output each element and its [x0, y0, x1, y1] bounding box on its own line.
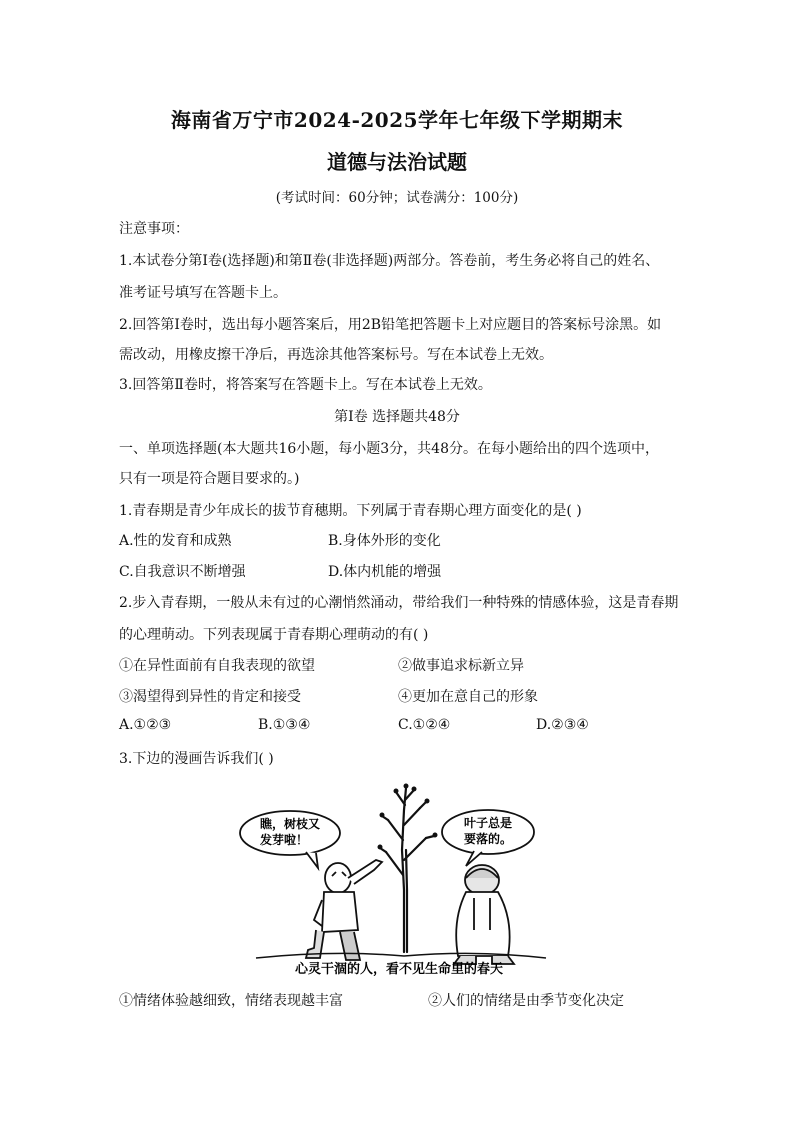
note-2-line-1: 2.回答第Ⅰ卷时，选出每小题答案后，用2B铅笔把答题卡上对应题目的答案标号涂黑。如: [119, 317, 662, 333]
note-1-line-1: 1.本试卷分第Ⅰ卷(选择题)和第Ⅱ卷(非选择题)两部分。答卷前，考生务必将自己的姓名、: [119, 253, 660, 269]
left-bubble-line-2: 发芽啦！: [259, 833, 309, 847]
q2-statement-3: ③渴望得到异性的肯定和接受: [119, 689, 301, 705]
q1-stem: 1.青春期是青少年成长的拔节育穗期。下列属于青春期心理方面变化的是( ): [119, 503, 582, 519]
section-instructions-line-1: 一、单项选择题(本大题共16小题，每小题3分，共48分。在每小题给出的四个选项中，: [119, 441, 659, 457]
q2-option-c: C.①②④: [398, 717, 451, 733]
tree: [380, 788, 434, 952]
exam-subject: 道德与法治试题: [327, 150, 467, 174]
q1-option-b: B.身体外形的变化: [328, 533, 441, 549]
q2-statement-4: ④更加在意自己的形象: [398, 689, 538, 705]
cartoon-caption: 心灵干涸的人，看不见生命里的春天: [294, 962, 504, 976]
cartoon-illustration: [236, 780, 562, 976]
left-bubble-line-1: 瞧，树枝又: [259, 817, 321, 831]
exam-info: (考试时间：60分钟；试卷满分：100分): [275, 190, 519, 206]
right-person: [454, 865, 514, 964]
q2-option-d: D.②③④: [536, 717, 589, 733]
q2-statement-1: ①在异性面前有自我表现的欲望: [119, 658, 315, 674]
tree-buds: [378, 784, 438, 850]
exam-title: 海南省万宁市2024-2025学年七年级下学期期末: [170, 108, 624, 132]
notes-heading: 注意事项：: [119, 221, 189, 237]
q1-option-c: C.自我意识不断增强: [119, 564, 246, 580]
q2-option-a: A.①②③: [119, 717, 172, 733]
q3-stem: 3.下边的漫画告诉我们( ): [119, 751, 274, 767]
q2-stem-line-1: 2.步入青春期，一般从未有过的心潮悄然涌动，带给我们一种特殊的情感体验，这是青春期: [119, 595, 679, 611]
section-heading: 第Ⅰ卷 选择题共48分: [334, 409, 460, 425]
q1-option-d: D.体内机能的增强: [328, 564, 442, 580]
section-instructions-line-2: 只有一项是符合题目要求的。): [119, 471, 300, 487]
q2-stem-line-2: 的心理萌动。下列表现属于青春期心理萌动的有( ): [119, 627, 429, 643]
right-bubble-line-1: 叶子总是: [463, 816, 513, 830]
q3-statement-2: ②人们的情绪是由季节变化决定: [428, 993, 624, 1009]
q2-statement-2: ②做事追求标新立异: [398, 658, 524, 674]
q3-cartoon: [236, 780, 562, 976]
note-3: 3.回答第Ⅱ卷时，将答案写在答题卡上。写在本试卷上无效。: [119, 377, 492, 393]
right-bubble-line-2: 要落的。: [463, 832, 513, 846]
note-1-line-2: 准考证号填写在答题卡上。: [119, 285, 287, 301]
q1-option-a: A.性的发育和成熟: [119, 533, 232, 549]
note-2-line-2: 需改动，用橡皮擦干净后，再选涂其他答案标号。写在本试卷上无效。: [119, 347, 553, 363]
q3-statement-1: ①情绪体验越细致，情绪表现越丰富: [119, 993, 343, 1009]
q2-option-b: B.①③④: [258, 717, 311, 733]
left-person: [306, 860, 382, 960]
